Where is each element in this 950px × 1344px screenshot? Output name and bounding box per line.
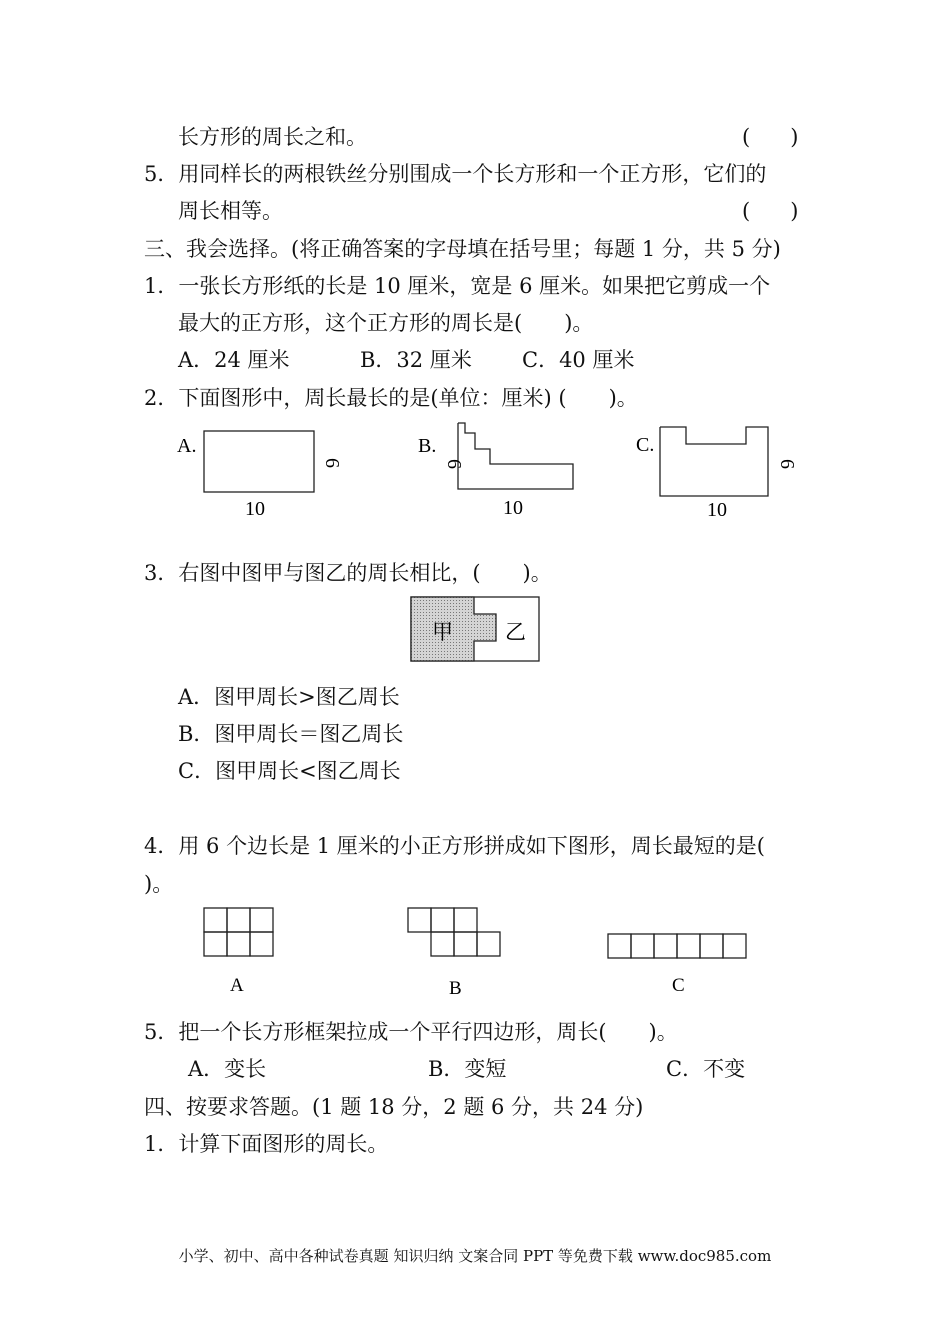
q5-judge-answer-paren[interactable]: ( ) [742,199,799,223]
q4-figure-b-label: B [449,978,462,999]
p3-q4-line1: 4．用 6 个边长是 1 厘米的小正方形拼成如下图形，周长最短的是( [144,834,765,858]
p4-q1-line: 1．计算下面图形的周长。 [144,1132,389,1156]
q5-judge-line2: 周长相等。 [178,199,283,223]
p3-q3-option-b: B．图甲周长＝图乙周长 [178,722,404,746]
p3-q5-option-b: B．变短 [428,1057,507,1081]
q2-b-bottom-dim: 10 [503,497,523,519]
q2-a-label: A. [177,435,197,457]
q2-a-bottom-dim: 10 [245,498,265,520]
q2-b-label: B. [418,435,437,457]
q4-figure-c-label: C [672,975,685,996]
q4-judge-answer-paren[interactable]: ( ) [742,125,799,149]
part4-heading: 四、按要求答题。(1 题 18 分，2 题 6 分，共 24 分) [144,1095,644,1119]
p3-q1-option-a: A．24 厘米 [178,348,290,372]
q2-c-notched-shape [660,427,768,496]
q2-c-label: C. [636,434,655,456]
q3-jia-shaded-region [411,597,496,661]
q4-figure-b [408,908,500,956]
p3-q3-option-c: C．图甲周长<图乙周长 [178,759,401,783]
p3-q1-option-c: C．40 厘米 [522,348,635,372]
q2-c-bottom-dim: 10 [707,499,727,521]
p3-q3-line: 3．右图中图甲与图乙的周长相比，( )。 [144,561,552,585]
p3-q5-option-c: C．不变 [666,1057,746,1081]
q4-figure-a [204,908,273,956]
p3-q5-line: 5．把一个长方形框架拉成一个平行四边形，周长( )。 [144,1020,678,1044]
q4-figure-c [608,934,746,958]
p3-q2-line: 2．下面图形中，周长最长的是(单位：厘米) ( )。 [144,386,638,410]
page-footer: 小学、初中、高中各种试卷真题 知识归纳 文案合同 PPT 等免费下载 www.doc985.com [178,1247,772,1265]
q3-figure [411,597,539,661]
q3-jia-label: 甲 [432,620,453,644]
q2-a-rectangle [204,431,314,492]
q3-yi-label: 乙 [505,620,526,644]
p3-q4-line2: )。 [144,872,174,896]
q2-b-staircase-shape [458,423,573,489]
q2-figure-a [177,431,343,520]
q4-judge-line2: 长方形的周长之和。 [178,125,367,149]
q4-figure-a-label: A [230,975,244,996]
q5-judge-line1: 5．用同样长的两根铁丝分别围成一个长方形和一个正方形，它们的 [144,162,767,186]
p3-q5-option-a: A．变长 [188,1057,267,1081]
p3-q1-option-b: B．32 厘米 [360,348,472,372]
p3-q1-line1: 1．一张长方形纸的长是 10 厘米，宽是 6 厘米。如果把它剪成一个 [144,274,771,298]
p3-q1-line2: 最大的正方形，这个正方形的周长是( )。 [178,311,594,335]
p3-q3-option-a: A．图甲周长>图乙周长 [178,685,400,709]
q2-figure-c [636,427,798,521]
q2-c-side-dim: 6 [776,459,798,469]
q2-b-side-dim: 6 [443,459,465,469]
q2-figure-b [418,423,573,519]
q2-a-side-dim: 6 [321,458,343,468]
part3-heading: 三、我会选择。(将正确答案的字母填在括号里；每题 1 分，共 5 分) [144,237,781,261]
